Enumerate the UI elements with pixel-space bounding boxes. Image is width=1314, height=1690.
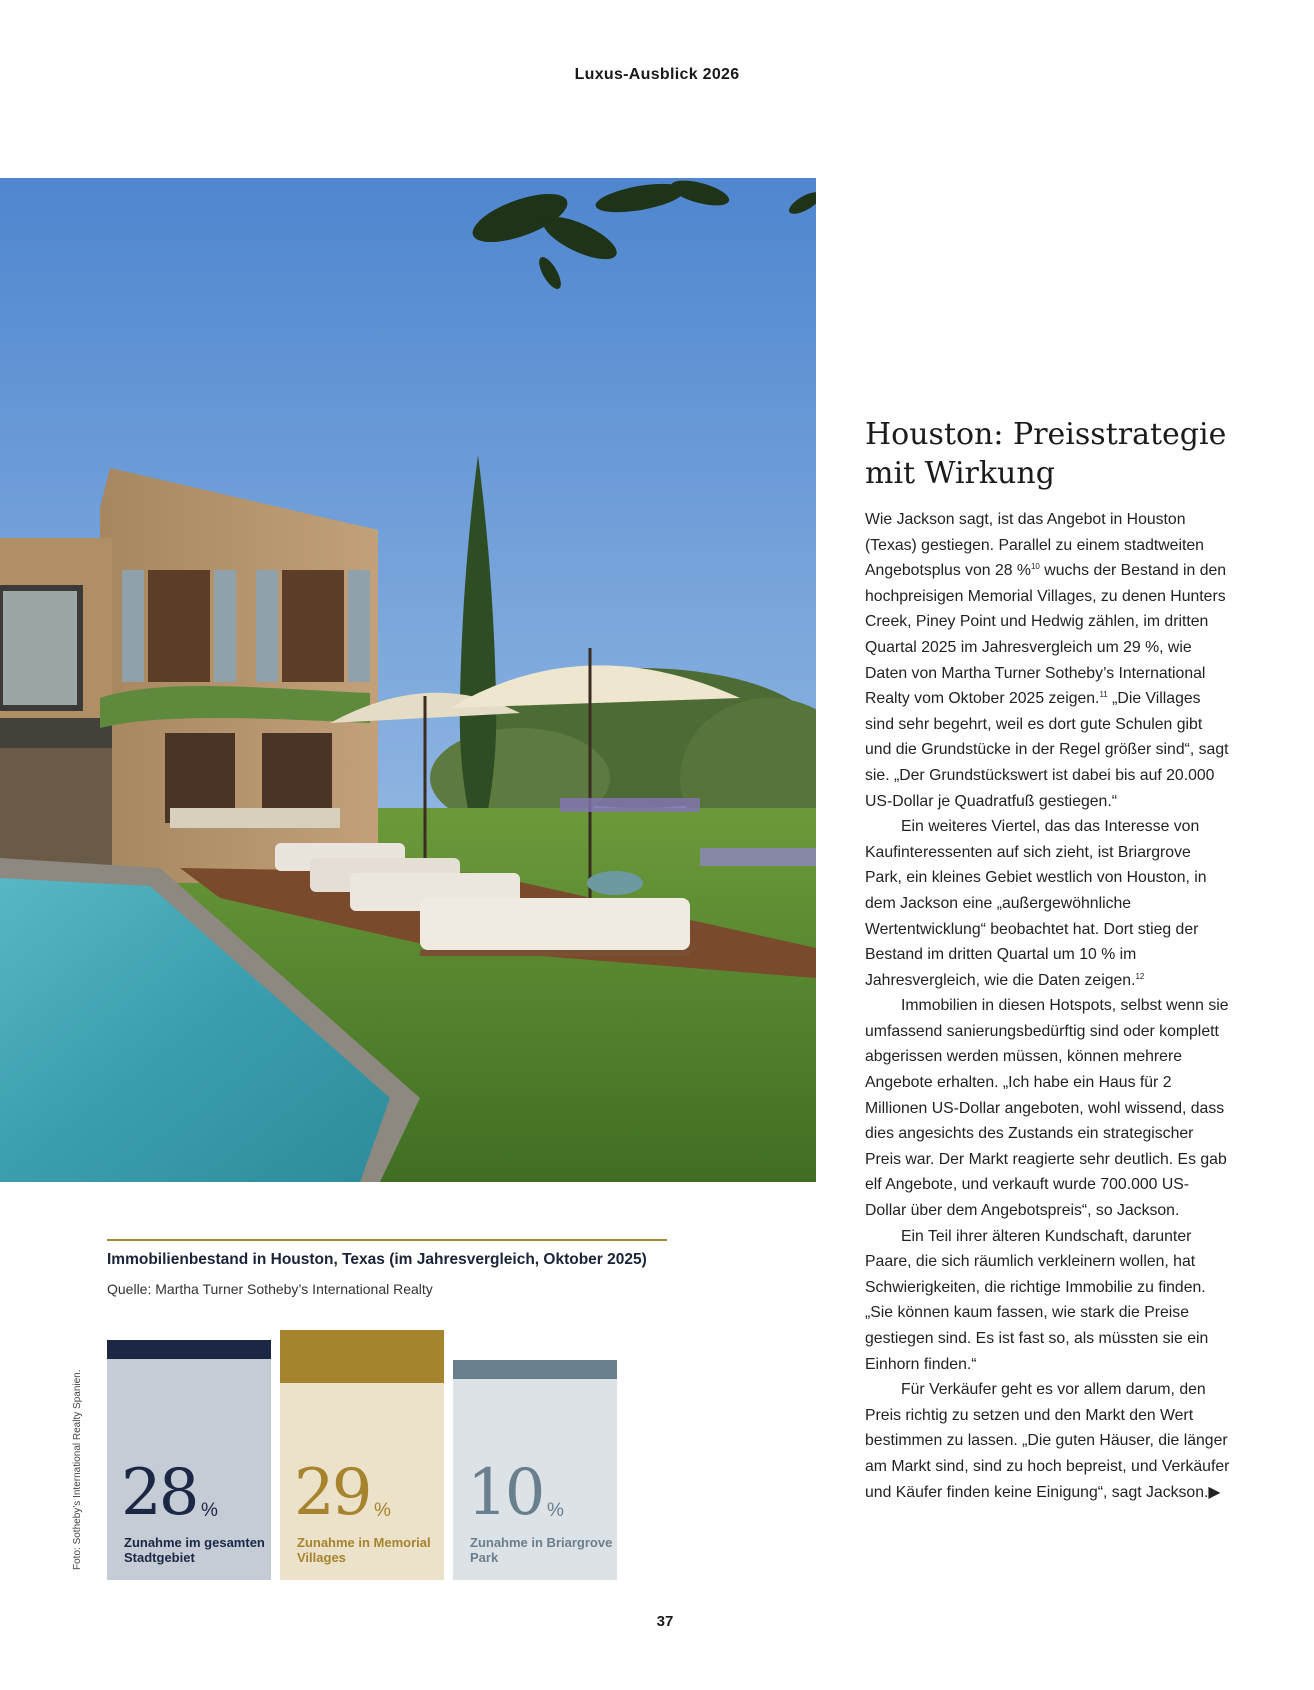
paragraph-text: Für Verkäufer geht es vor allem darum, den Preis richtig zu setzen und den Markt den Wert bestimmen zu lassen. „Die guten Häuser, die länger am Markt sind, sind zu hoch bepreist, und Verkäufer und Käufer finden keine Einigung“, sagt Jackson.: [865, 1381, 1230, 1501]
paragraph-text: Immobilien in diesen Hotspots, selbst wenn sie umfassend sanierungsbedürftig sind oder komplett abgerissen werden müssen, können mehrere Angebote erhalten. „Ich habe ein Haus für 2 Millionen US-Dollar angeboten, wohl wissend, dass dies angesichts des Zustands ein strategischer Preis war. Der Markt reagierte sehr deutlich. Es gab elf Angebote, und verkauft wurde 700.000 US-Dollar über dem Angebotspreis“, so Jackson.: [865, 997, 1229, 1220]
bar-cap: [107, 1340, 271, 1359]
bar-unit: %: [374, 1500, 391, 1521]
article-paragraph: [865, 993, 1230, 1223]
paragraph-text: Wie Jackson sagt, ist das Angebot in Houston (Texas) gestiegen. Parallel zu einem stadtweiten Angebotsplus von 28 %: [865, 511, 1204, 580]
chart-bar: [107, 1340, 271, 1580]
villa-pool-photo: [0, 178, 816, 1182]
running-title: Luxus-Ausblick 2026: [574, 66, 740, 83]
bar-cap: [453, 1360, 617, 1379]
bar-unit: %: [201, 1500, 218, 1521]
bar-value: 10: [467, 1456, 543, 1530]
paragraph-text: ▶: [1208, 1483, 1221, 1501]
paragraph-text: Ein Teil ihrer älteren Kundschaft, darunter Paare, die sich räumlich verkleinern wollen, hat Schwierigkeiten, die richtige Immobilie zu finden. „Sie können kaum fassen, wie stark die Preise gestiegen sind. Es ist fast so, als müssten sie ein Einhorn finden.“: [865, 1227, 1209, 1373]
bar-value: 29: [294, 1456, 370, 1530]
article-paragraph: [865, 1377, 1230, 1505]
bar-label: Zunahme in Briargrove Park: [470, 1535, 613, 1565]
chart-source: Quelle: Martha Turner Sotheby’s International Realty: [107, 1281, 433, 1297]
paragraph-text: wuchs der Bestand in den hochpreisigen Memorial Villages, zu denen Hunters Creek, Piney Point und Hedwig zählen, im dritten Quartal 2025 im Jahresvergleich um 29 %, wie Daten von Martha Turner Sotheby’s International Realty vom Oktober 2025 zeigen.: [865, 562, 1227, 708]
chart-bar: [280, 1330, 444, 1580]
bar-label: Zunahme in Memorial Villages: [297, 1535, 431, 1565]
footnote-ref: 12: [1135, 971, 1145, 981]
bar-value: 28: [121, 1456, 197, 1530]
chart-title: Immobilienbestand in Houston, Texas (im Jahresvergleich, Oktober 2025): [107, 1251, 647, 1268]
photo-credit: Foto: Sotheby’s International Realty Spanien.: [72, 1369, 83, 1570]
footnote-ref: 10: [1030, 562, 1040, 572]
article-paragraph: [865, 814, 1230, 993]
paragraph-text: Ein weiteres Viertel, das das Interesse von Kaufinteressenten auf sich zieht, ist Briargrove Park, ein kleines Gebiet westlich von Houston, in dem Jackson eine „außergewöhnliche Wertentwicklung“ beobachtet hat. Dort stieg der Bestand im dritten Quartal um 10 % im Jahresvergleich, wie die Daten zeigen.: [865, 818, 1207, 989]
page-number: 37: [656, 1613, 674, 1630]
chart-bar: [453, 1360, 617, 1580]
article-paragraph: [865, 507, 1230, 814]
bar-unit: %: [547, 1500, 564, 1521]
inventory-chart: [107, 1320, 627, 1580]
paragraph-text: „Die Villages sind sehr begehrt, weil es dort gute Schulen gibt und die Grundstücke in der Regel größer sind“, sagt sie. „Der Grundstückswert ist dabei bis auf 20.000 US-Dollar je Quadratfuß gestiegen.“: [865, 690, 1229, 810]
article-paragraph: [865, 1224, 1230, 1378]
bar-label: Zunahme im gesamten Stadtgebiet: [124, 1535, 265, 1565]
bar-cap: [280, 1330, 444, 1383]
chart-divider: [107, 1239, 667, 1241]
article-body: [865, 507, 1230, 1505]
footnote-ref: 11: [1099, 690, 1108, 700]
article-headline: Houston: Preisstrategie mit Wirkung: [865, 417, 1227, 491]
